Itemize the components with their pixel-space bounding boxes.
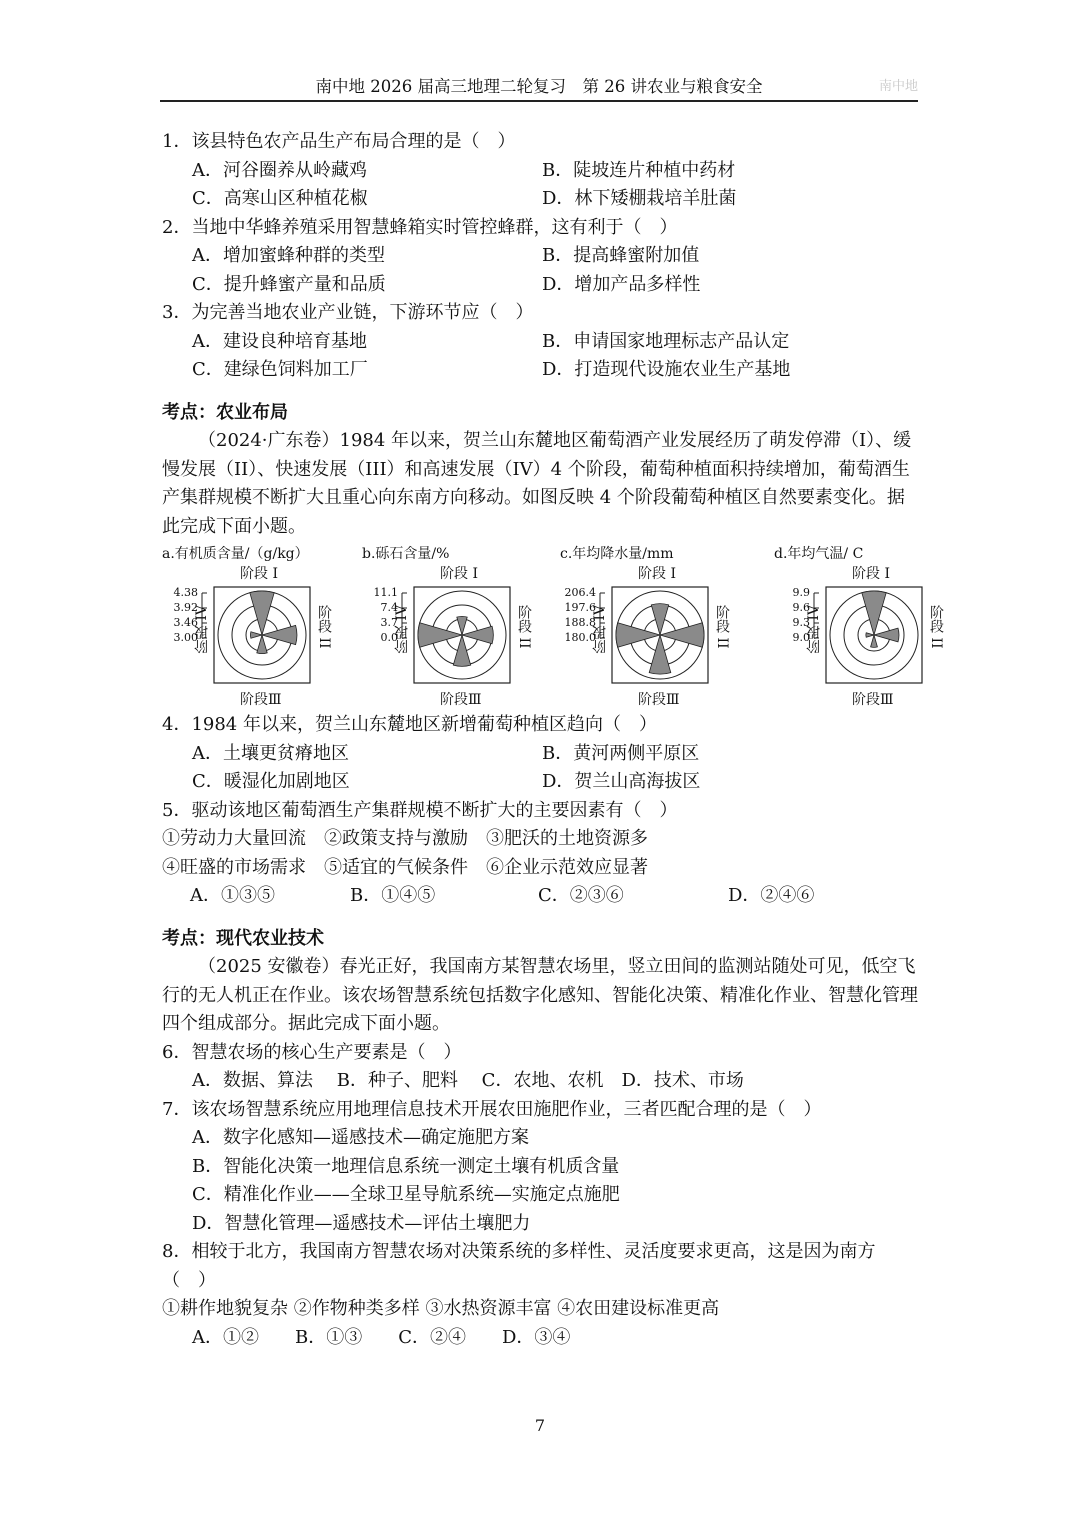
q2-stem: 2．当地中华蜂养殖采用智慧蜂箱实时管控蜂群，这有利于（ ） [162, 216, 678, 238]
page-number: 7 [534, 1416, 546, 1435]
stage-label-2: 阶段 II [316, 605, 332, 649]
chart-title: a.有机质含量/（g/kg） [162, 546, 309, 562]
q1-options-row1 [162, 157, 922, 186]
stage-label-4: 阶段 IV [194, 605, 210, 654]
q2-option-c: C．提升蜂蜜产量和品质 [192, 273, 386, 295]
stage-charts [162, 543, 944, 711]
wedge-stage-2 [462, 626, 493, 643]
stage-label-3: 阶段Ⅲ [638, 692, 680, 708]
q1-option-b: B．陡坡连片种植中药材 [542, 159, 736, 181]
q5-items-row1: ①劳动力大量回流 ②政策支持与激励 ③肥沃的土地资源多 [162, 828, 648, 849]
page-header [160, 74, 918, 102]
wedge-stage-4 [418, 623, 462, 647]
q8-items: ①耕作地貌复杂 ②作物种类多样 ③水热资源丰富 ④农田建设标准更高 [162, 1298, 720, 1319]
wedge-stage-4 [616, 623, 660, 647]
q1-stem: 1．该县特色农产品生产布局合理的是（ ） [162, 131, 516, 152]
chart-gravel [362, 543, 572, 711]
stage-label-1: 阶段 I [240, 566, 278, 582]
q5-option-a: A．①③⑤ [190, 885, 275, 906]
tick-label: 11.1 [373, 586, 398, 599]
wedge-stage-1 [250, 591, 274, 635]
wedge-stage-3 [649, 635, 671, 674]
q3-option-d: D．打造现代设施农业生产基地 [542, 359, 791, 380]
q2-option-d: D．增加产品多样性 [542, 273, 701, 295]
wedge-stage-2 [660, 623, 704, 647]
tick-label: 3.00 [173, 631, 198, 644]
stage-label-1: 阶段 I [852, 566, 890, 582]
tick-label: 9.0 [792, 631, 810, 644]
stage-label-2: 阶段 II [714, 605, 730, 649]
section1-intro: （2024·广东卷）1984 年以来，贺兰山东麓地区葡萄酒产业发展经历了萌发停滞（I）、缓慢发展（II）、快速发展（III）和高速发展（IV）4 个阶段，葡萄种植面积持续增加，葡萄酒生产集群规模不断扩大且重心向东南方向移动。如图反映 4 个阶段葡萄种植区自然要素变化。据此完成下面小题。 [162, 430, 912, 537]
stage-label-2: 阶段 II [928, 605, 944, 649]
wedge-stage-4 [250, 632, 262, 638]
q5-option-b: B．①④⑤ [350, 885, 436, 906]
stage-label-1: 阶段 I [440, 566, 478, 582]
q5-options [162, 882, 922, 911]
q3-stem: 3．为完善当地农业产业链，下游环节应（ ） [162, 302, 534, 323]
q7-option-c: C．精准化作业——全球卫星导航系统—实施定点施肥 [192, 1184, 620, 1205]
q3-options-row1 [162, 328, 922, 357]
chart-title: d.年均气温/ C [774, 546, 864, 562]
q7-stem: 7．该农场智慧系统应用地理信息技术开展农田施肥作业，三者匹配合理的是（ ） [162, 1098, 822, 1120]
q6-stem: 6．智慧农场的核心生产要素是（ ） [162, 1041, 462, 1063]
stage-label-3: 阶段Ⅲ [852, 692, 894, 708]
section1-title: 考点：农业布局 [162, 401, 288, 423]
stage-label-4: 阶段 IV [592, 605, 608, 654]
q3-option-c: C．建绿色饲料加工厂 [192, 359, 368, 380]
tick-label: 4.38 [173, 586, 198, 599]
q7-option-a: A．数字化感知—遥感技术—确定施肥方案 [192, 1127, 529, 1148]
q4-option-b: B．黄河两侧平原区 [542, 742, 700, 764]
q2-options-row2 [162, 271, 922, 300]
q4-option-d: D．贺兰山高海拔区 [542, 771, 701, 792]
tick-label: 206.4 [564, 586, 596, 599]
tick-label: 3.46 [173, 616, 198, 629]
q4-option-a: A．土壤更贫瘠地区 [192, 742, 349, 764]
q5-stem: 5．驱动该地区葡萄酒生产集群规模不断扩大的主要因素有（ ） [162, 799, 678, 821]
wedge-stage-3 [871, 635, 878, 647]
wedge-stage-2 [874, 628, 899, 642]
q3-option-b: B．申请国家地理标志产品认定 [542, 330, 790, 352]
stage-label-4: 阶段 IV [394, 605, 410, 654]
q3-option-a: A．建设良种培育基地 [192, 330, 367, 352]
chart-title: b.砾石含量/% [362, 546, 450, 562]
q5-option-d: D．②④⑥ [728, 885, 815, 906]
wedge-stage-1 [651, 604, 668, 635]
tick-label: 9.6 [792, 601, 810, 614]
header-watermark: 南中地 [878, 79, 918, 94]
chart-precipitation [560, 543, 770, 711]
chart-temperature [774, 543, 984, 711]
section2-intro: （2025 安徽卷）春光正好，我国南方某智慧农场里，竖立田间的监测站随处可见，低空飞行的无人机正在作业。该农场智慧系统包括数字化感知、智能化决策、精准化作业、智慧化管理四个组成部分。据此完成下面小题。 [162, 956, 918, 1034]
q5-items-row2: ④旺盛的市场需求 ⑤适宜的气候条件 ⑥企业示范效应显著 [162, 856, 648, 878]
q3-options-row2 [162, 356, 922, 385]
stage-label-4: 阶段 IV [806, 605, 822, 654]
tick-label: 180.0 [564, 631, 596, 644]
chart-title: c.年均降水量/mm [560, 546, 674, 562]
section2-title: 考点：现代农业技术 [162, 927, 324, 949]
tick-label: 3.7 [380, 616, 398, 629]
q4-options-row1 [162, 740, 922, 769]
q2-option-b: B．提高蜂蜜附加值 [542, 245, 700, 266]
wedge-stage-2 [262, 625, 297, 644]
q4-option-c: C．暖湿化加剧地区 [192, 771, 350, 792]
stage-label-3: 阶段Ⅲ [240, 692, 282, 708]
q2-option-a: A．增加蜜蜂种群的类型 [192, 245, 385, 266]
wedge-stage-1 [862, 591, 886, 635]
q1-option-c: C．高寒山区种植花椒 [192, 188, 368, 209]
tick-label: 3.92 [173, 601, 198, 614]
header-title: 南中地 2026 届高三地理二轮复习 第 26 讲农业与粮食安全 [315, 77, 763, 96]
q1-option-a: A．河谷圈养从岭藏鸡 [192, 159, 367, 181]
tick-label: 7.4 [380, 601, 398, 614]
stage-label-1: 阶段 I [638, 566, 676, 582]
q7-option-d: D．智慧化管理—遥感技术—评估土壤肥力 [192, 1212, 531, 1234]
wedge-stage-1 [457, 616, 467, 635]
stage-label-2: 阶段 II [516, 605, 532, 649]
tick-label: 9.9 [792, 586, 810, 599]
page-content [162, 128, 944, 1352]
q1-options-row2 [162, 185, 922, 214]
tick-label: 188.8 [564, 616, 596, 629]
q2-options-row1 [162, 242, 922, 271]
wedge-stage-3 [453, 635, 470, 666]
tick-label: 0.0 [380, 631, 398, 644]
wedge-stage-3 [257, 635, 267, 654]
chart-organic-matter [162, 543, 372, 711]
q6-options: A．数据、算法 B．种子、肥料 C．农地、农机 D．技术、市场 [192, 1070, 744, 1091]
q4-stem: 4．1984 年以来，贺兰山东麓地区新增葡萄种植区趋向（ ） [162, 714, 657, 735]
q7-option-b: B．智能化决策一地理信息系统一测定土壤有机质含量 [192, 1155, 620, 1177]
tick-label: 197.6 [564, 601, 596, 614]
q8-options: A．①② B．①③ C．②④ D．③④ [192, 1326, 571, 1348]
q4-options-row2 [162, 768, 922, 797]
q5-option-c: C．②③⑥ [538, 885, 624, 906]
q1-option-d: D．林下矮棚栽培羊肚菌 [542, 188, 737, 209]
stage-label-3: 阶段Ⅲ [440, 692, 482, 708]
q8-stem: 8．相较于北方，我国南方智慧农场对决策系统的多样性、灵活度要求更高，这是因为南方 [162, 1241, 876, 1262]
tick-label: 9.3 [792, 616, 810, 629]
q8-stem-blank: （ ） [162, 1269, 216, 1291]
wedge-stage-4 [866, 633, 874, 637]
